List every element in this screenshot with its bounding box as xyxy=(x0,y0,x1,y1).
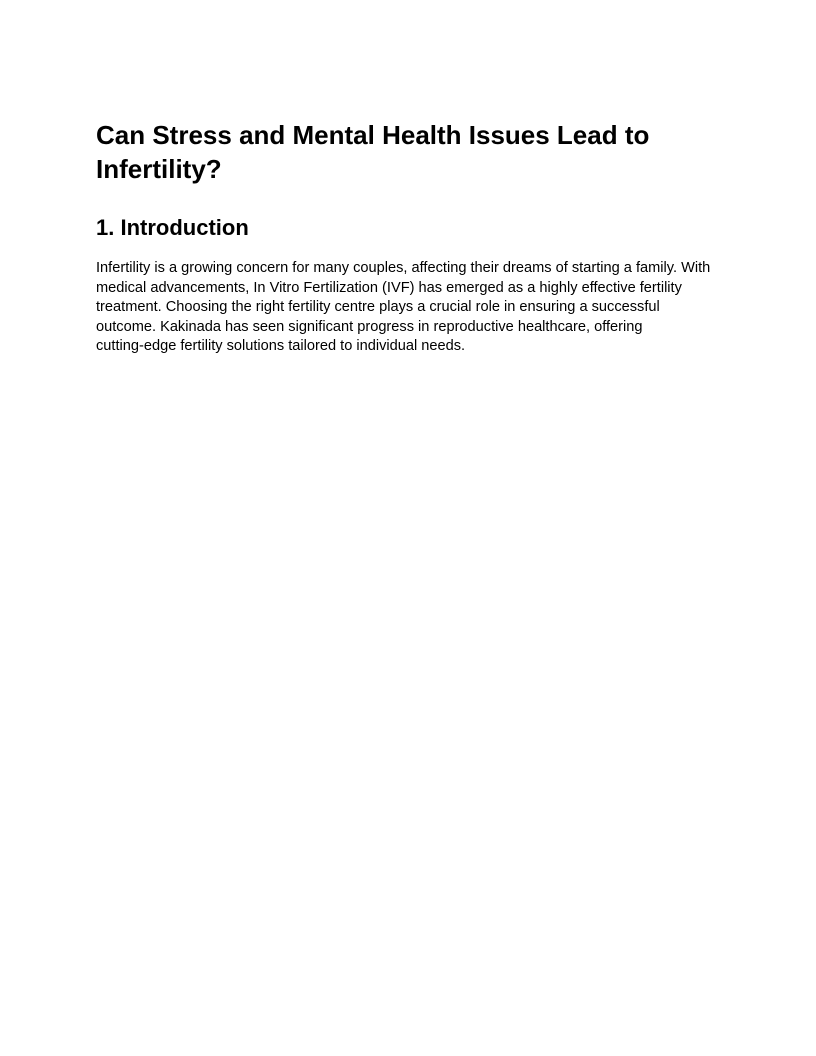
paragraph-line: cutting-edge fertility solutions tailored to individual needs. xyxy=(96,338,466,354)
document-title xyxy=(96,118,720,186)
document-page xyxy=(96,118,720,357)
paragraph-line: medical advancements, In Vitro Fertilization (IVF) has emerged as a highly effective fertility xyxy=(96,279,682,296)
introduction-paragraph xyxy=(96,259,720,357)
paragraph-line: Infertility is a growing concern for many couples, affecting their dreams of starting a family. With xyxy=(96,260,711,276)
document-title-line: Infertility? xyxy=(96,154,222,184)
paragraph-line: treatment. Choosing the right fertility centre plays a crucial role in ensuring a successful xyxy=(96,299,660,315)
section-heading-introduction: 1. Introduction xyxy=(96,215,249,240)
document-title-line: Can Stress and Mental Health Issues Lead to xyxy=(96,120,650,150)
paragraph-line: outcome. Kakinada has seen significant progress in reproductive healthcare, offering xyxy=(96,318,643,335)
